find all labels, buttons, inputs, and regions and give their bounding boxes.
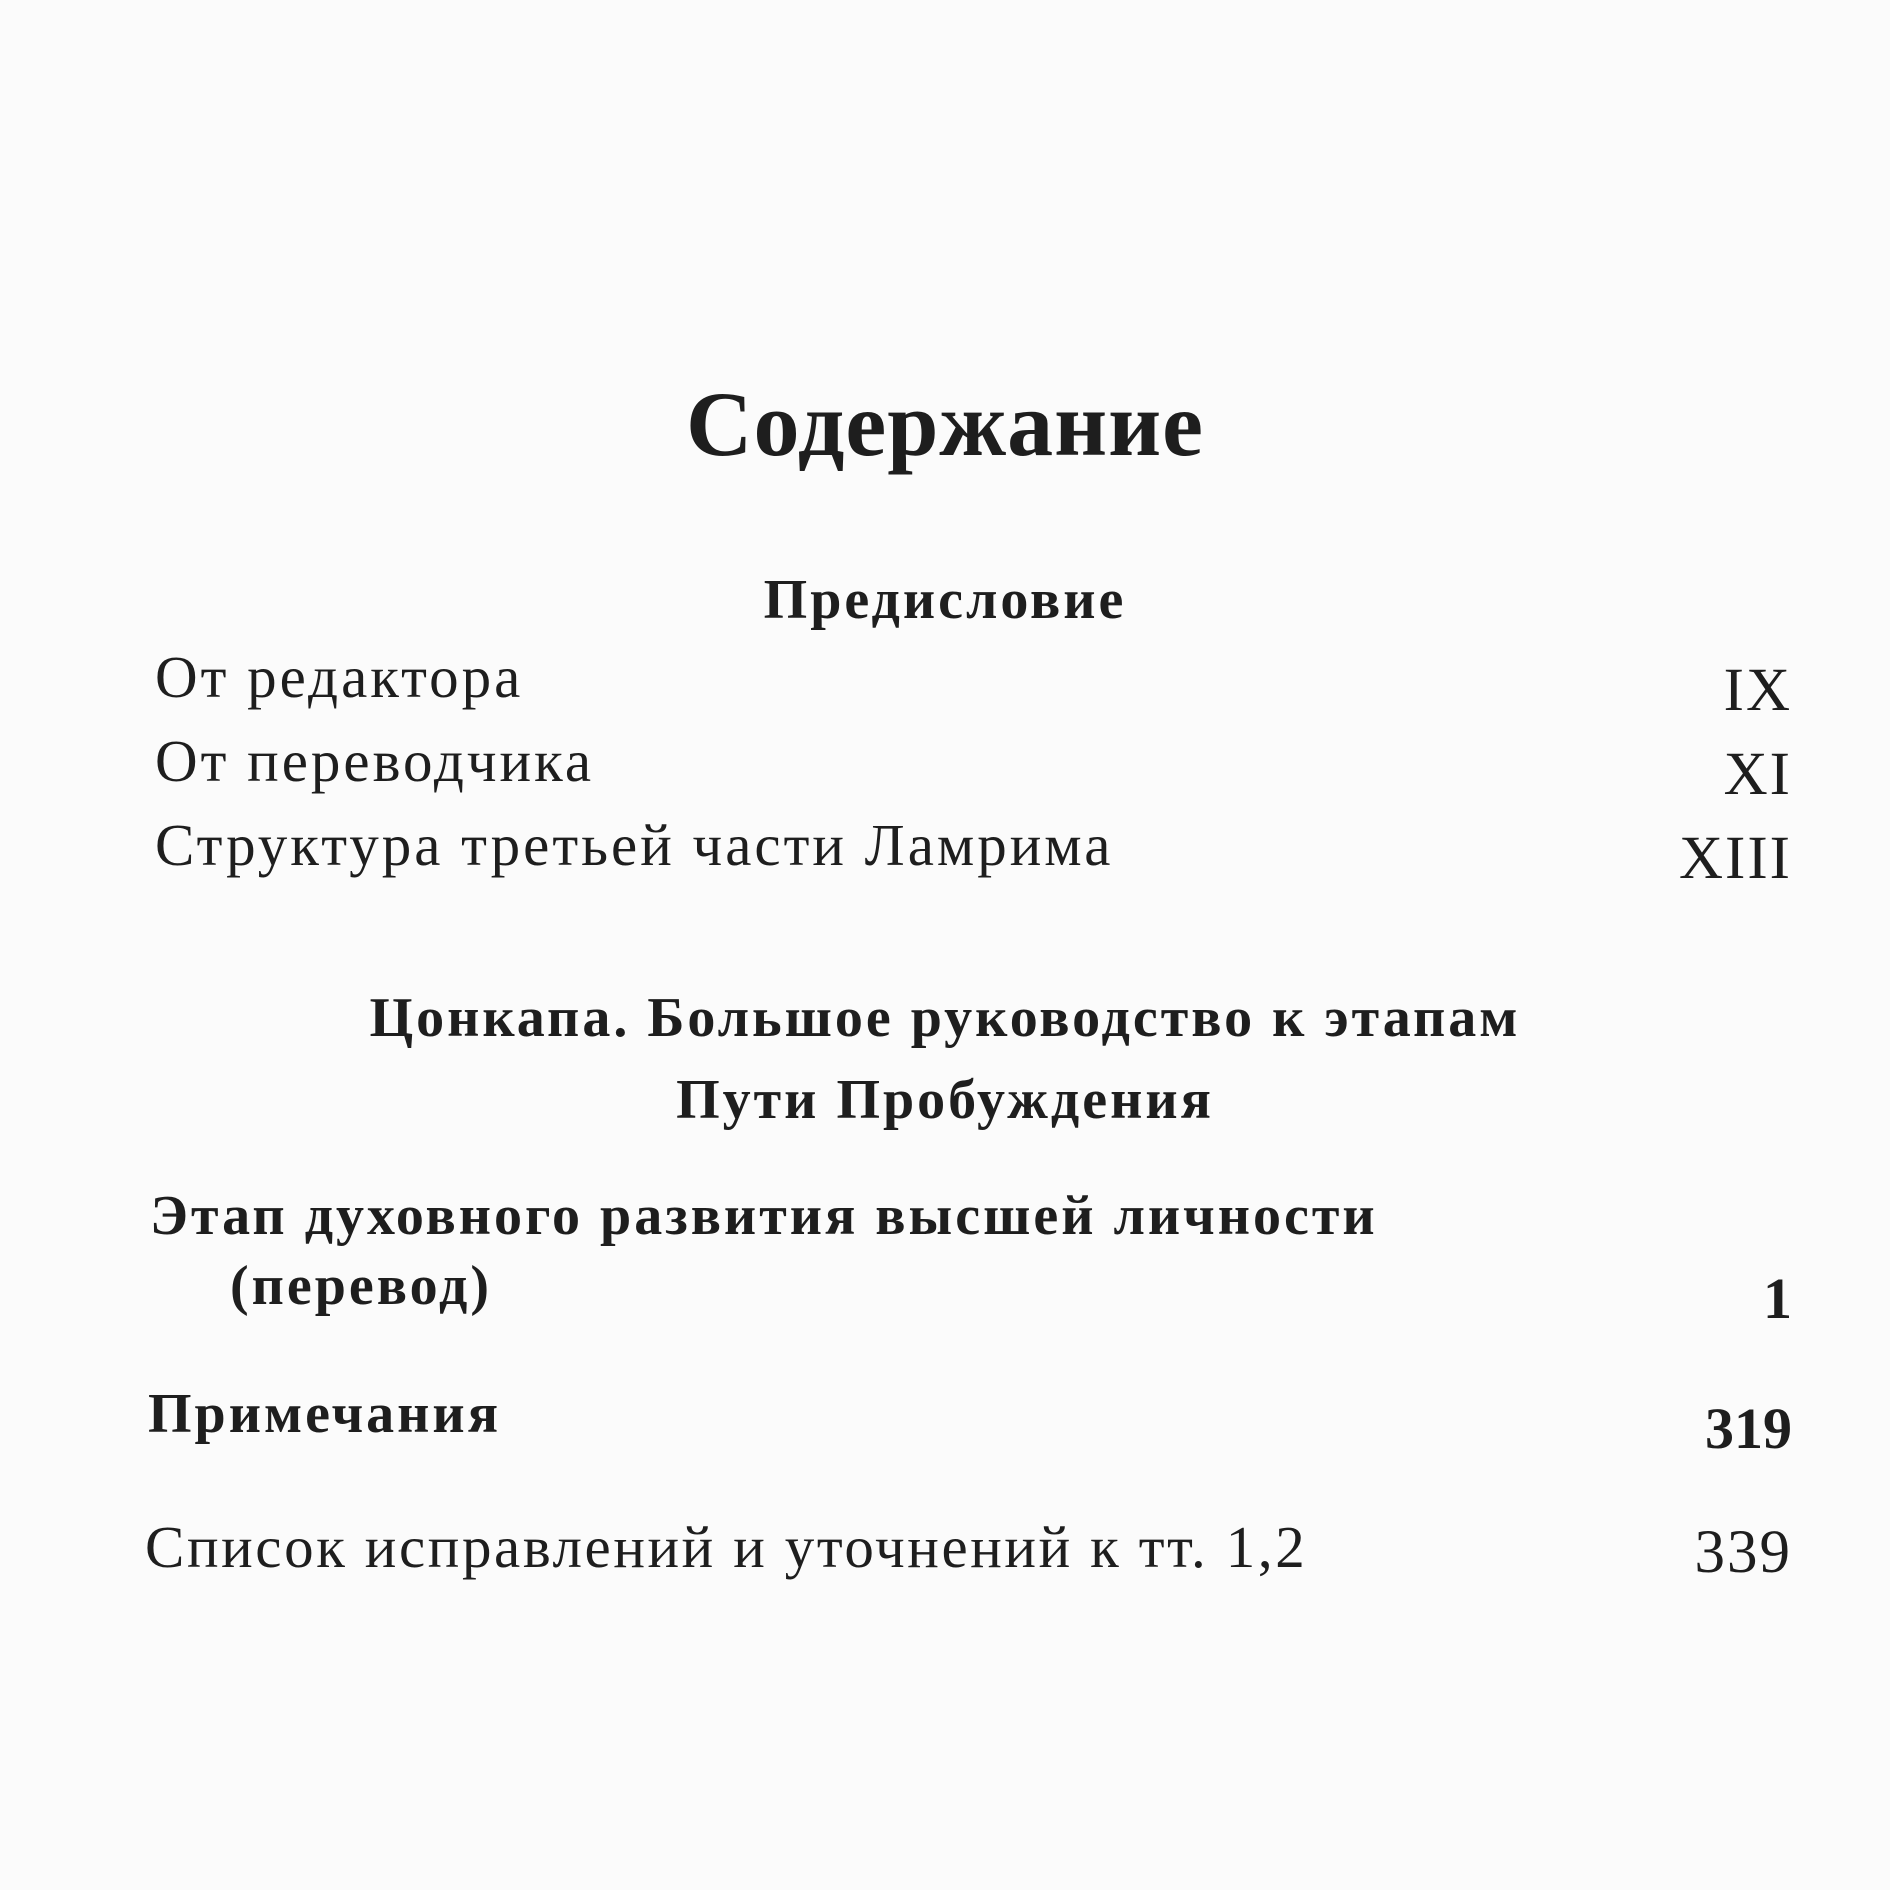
toc-entry-translator-page: XI [1723,741,1792,808]
toc-entry-stage-page: 1 [1763,1266,1792,1331]
preface-heading: Предисловие [763,569,1127,631]
toc-entry-structure-page: XIII [1679,825,1792,892]
toc-entry-stage-label-line1: Этап духовного развития высшей личности [150,1185,1378,1247]
toc-entry-translator-label: От переводчика [155,728,595,794]
toc-entry-structure-label: Структура третьей части Ламрима [155,812,1114,878]
toc-entry-notes-label: Примечания [148,1383,501,1445]
page-title: Содержание [686,373,1204,475]
toc-entry-editor-page: IX [1723,657,1792,724]
toc-entry-stage-label-line2: (перевод) [230,1255,492,1317]
toc-entry-corrections-label: Список исправлений и уточнений к тт. 1,2 [145,1514,1308,1580]
toc-entry-corrections-page: 339 [1694,1519,1792,1586]
work-heading-line1: Цонкапа. Большое руководство к этапам [369,987,1521,1049]
work-heading-line2: Пути Пробуждения [676,1069,1214,1131]
toc-entry-notes-page: 319 [1705,1396,1792,1461]
toc-entry-editor-label: От редактора [155,644,524,710]
